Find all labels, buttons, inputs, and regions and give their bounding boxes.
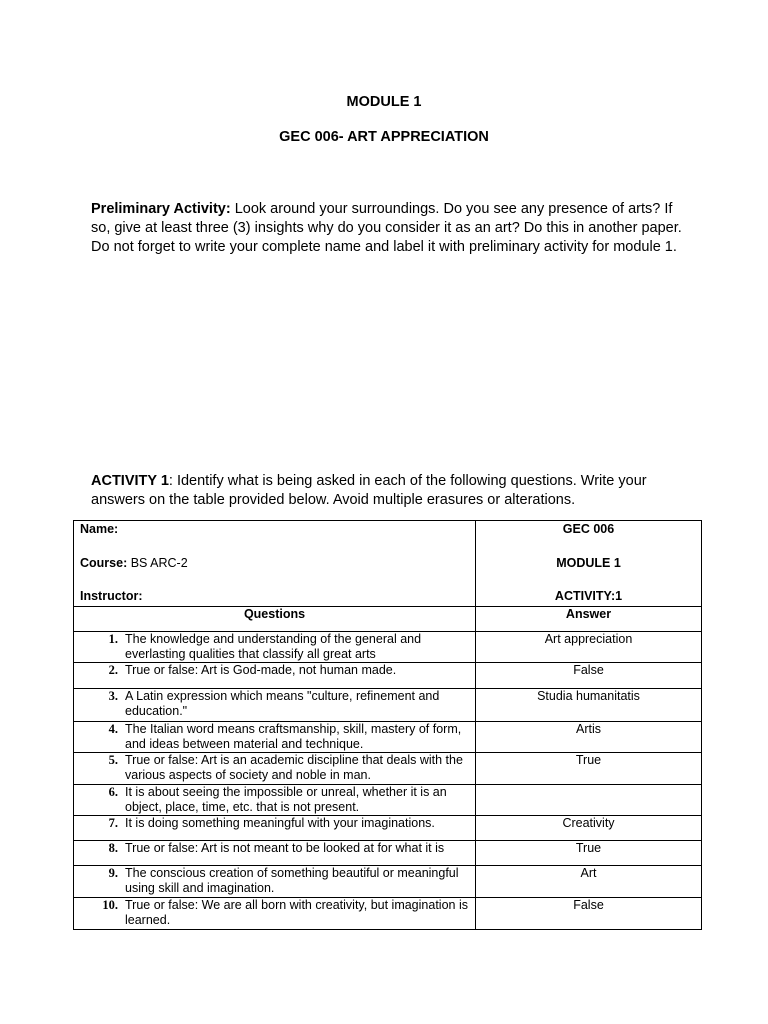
activity-instructions [91, 472, 691, 510]
preliminary-text: Look around your surroundings. Do you see any presence of arts? If so, give at least three (3) insights why do you consider it as an art? Do this in another paper. Do not forget to write your complete name and label it with preliminary activity for module 1. [91, 201, 682, 255]
table-row [74, 722, 702, 753]
question-text: True or false: Art is not meant to be looked at for what it is [125, 841, 445, 855]
question-cell [74, 663, 476, 689]
question-number: 4. [108, 722, 118, 736]
answer-table [73, 520, 702, 930]
activity-number: ACTIVITY:1 [554, 589, 623, 603]
table-row [74, 866, 702, 898]
column-headers [74, 607, 702, 632]
table-row [74, 632, 702, 663]
question-text: The conscious creation of something beautiful or meaningful using skill and imagination. [125, 866, 459, 895]
answer-cell: Studia humanitatis [476, 689, 702, 722]
question-number: 8. [108, 841, 118, 855]
table-row [74, 785, 702, 816]
preliminary-activity [91, 200, 691, 257]
question-text: True or false: We are all born with creativity, but imagination is learned. [125, 898, 468, 927]
course-title: GEC 006- ART APPRECIATION [279, 129, 489, 145]
question-number: 7. [108, 816, 118, 830]
answer-cell: Artis [476, 722, 702, 753]
question-text: The knowledge and understanding of the general and everlasting qualities that classify all great arts [125, 632, 422, 661]
answer-cell: True [476, 753, 702, 785]
preliminary-label: Preliminary Activity: [91, 201, 231, 217]
subject-code: GEC 006 [562, 522, 615, 536]
question-number: 9. [108, 866, 118, 880]
name-label: Name: [80, 522, 119, 536]
question-number: 2. [108, 663, 118, 677]
question-text: It is about seeing the impossible or unreal, whether it is an object, place, time, etc. that is not present. [125, 785, 447, 814]
question-cell [74, 753, 476, 785]
table-header-block [74, 521, 702, 607]
activity-label: ACTIVITY 1 [91, 473, 169, 489]
instructor-label: Instructor: [80, 589, 143, 603]
table-row [74, 753, 702, 785]
question-number: 6. [108, 785, 118, 799]
table-row [74, 841, 702, 866]
answer-cell: Art [476, 866, 702, 898]
answer-cell: Art appreciation [476, 632, 702, 663]
question-cell [74, 689, 476, 722]
question-cell [74, 632, 476, 663]
table-row [74, 689, 702, 722]
course-value: BS ARC-2 [127, 556, 188, 570]
module-title: MODULE 1 [346, 94, 422, 110]
question-cell [74, 898, 476, 930]
question-text: True or false: Art is God-made, not human made. [125, 663, 397, 677]
question-number: 10. [102, 898, 118, 912]
course-label: Course: [80, 556, 128, 570]
question-cell [74, 816, 476, 841]
answer-cell: True [476, 841, 702, 866]
question-text: A Latin expression which means "culture, refinement and education." [125, 689, 440, 718]
question-text: It is doing something meaningful with your imaginations. [125, 816, 435, 830]
answer-cell: Creativity [476, 816, 702, 841]
module-label: MODULE 1 [556, 556, 621, 570]
activity-text: : Identify what is being asked in each of the following questions. Write your answers on the table provided below. Avoid multiple erasures or alterations. [91, 473, 647, 508]
answer-header: Answer [476, 607, 702, 632]
question-number: 3. [108, 689, 118, 703]
answer-cell: False [476, 663, 702, 689]
question-text: The Italian word means craftsmanship, skill, mastery of form, and ideas between material and technique. [125, 722, 462, 751]
question-number: 5. [108, 753, 118, 767]
question-text: True or false: Art is an academic discipline that deals with the various aspects of society and noble in man. [125, 753, 463, 782]
question-cell [74, 866, 476, 898]
question-cell [74, 722, 476, 753]
module-info-cell [476, 521, 702, 607]
question-cell [74, 785, 476, 816]
answer-cell: False [476, 898, 702, 930]
question-number: 1. [108, 632, 118, 646]
student-info-cell [74, 521, 476, 607]
table-row [74, 816, 702, 841]
answer-cell [476, 785, 702, 816]
questions-header: Questions [74, 607, 476, 632]
table-row [74, 663, 702, 689]
table-row [74, 898, 702, 930]
question-cell [74, 841, 476, 866]
